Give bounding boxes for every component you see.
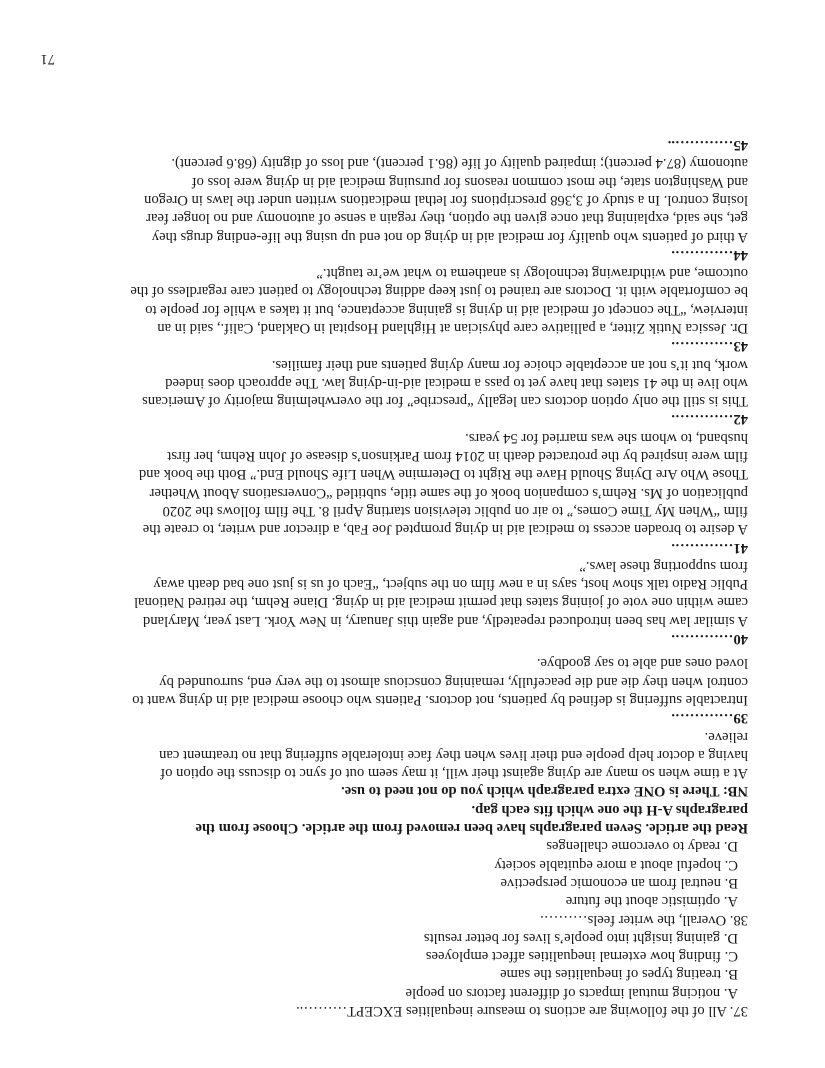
paragraph-line: A similar law has been introduced repeatedly, and again this January, in New York. Last year, Maryland xyxy=(142,612,748,629)
paragraph-line: loved ones and able to say goodbye. xyxy=(536,655,748,672)
paragraph-line: outcome, and withdrawing technology is anathema to what we’re taught.” xyxy=(316,265,748,282)
paragraph-line: and Washington state, the most common reasons for pursuing medical aid in dying were loss of xyxy=(191,173,748,190)
paragraph-line: who live in the 41 states that have yet to pass a medical aid-in-dying law. The approach does indeed xyxy=(165,374,748,391)
paragraph-line: This is still the only option doctors can legally “prescribe” for the overwhelming majority of Americans xyxy=(142,393,748,410)
paragraph-line: Public Radio talk show host, says in a new film on the subject, “Each of us is just one bad death away xyxy=(153,576,748,593)
paragraph-line: A desire to broaden access to medical aid in dying prompted Joe Fab, a director and writer, to create the xyxy=(142,521,748,538)
paragraph-line: A third of patients who qualify for medical aid in dying do not end up using the life-ending drugs they xyxy=(151,228,748,245)
paragraph-line: film “When My Time Comes,” to air on public television starting April 8. The film follows the 2020 xyxy=(162,502,748,519)
gap-42: 42…………. xyxy=(671,411,748,428)
gap-39: 39…………. xyxy=(671,710,748,727)
paragraph-line: from supporting these laws.” xyxy=(579,557,748,574)
option-38-d: D. ready to overcome challenges xyxy=(546,838,738,855)
paragraph-line: came within one vote of joining states that permit medical aid in dying. Diane Rehm, the retired National xyxy=(134,594,748,611)
paragraph-line: autonomy (87.4 percent); impaired quality of life (86.1 percent), and loss of dignity (68.6 percent). xyxy=(171,155,748,172)
option-37-d: D. gaining insight into people’s lives for better results xyxy=(423,929,738,946)
gap-41: 41…………. xyxy=(671,539,748,556)
question-37: 37. All of the following are actions to measure inequalities EXCEPT……….. xyxy=(296,1003,748,1019)
gap-40: 40…………. xyxy=(671,631,748,648)
paragraph-line: Intractable suffering is defined by patients, not doctors. Patients who choose medical aid in dying want to xyxy=(132,691,748,708)
paragraph-line: get, she said, explaining that once given the option, they regain a sense of autonomy and no longer fear xyxy=(146,210,748,227)
page-content xyxy=(68,136,748,1020)
intro-line: relieve. xyxy=(704,728,748,745)
option-38-c: C. hopeful about a more equitable society xyxy=(494,856,738,873)
paragraph-line: be comfortable with it. Doctors are trained to just keep adding technology to patient care regardless of the xyxy=(130,283,748,300)
paragraph-line: publication of Ms. Rehm’s companion book of the same title, subtitled “Conversations About Whether xyxy=(149,484,748,501)
instructions-line-1: Read the article. Seven paragraphs have been removed from the article. Choose from the xyxy=(195,820,748,837)
gap-43: 43…………. xyxy=(671,338,748,355)
page-number: 71 xyxy=(40,51,55,67)
paragraph-line: work, but it’s not an acceptable choice for many dying patients and their families. xyxy=(271,356,748,373)
option-37-c: C. finding how external inequalities affect employees xyxy=(425,948,738,965)
option-38-b: B. neutral from an economic perspective xyxy=(500,874,738,891)
paragraph-line: control when they die and die peacefully, remaining conscious almost to the very end, surrounded by xyxy=(159,673,748,690)
gap-45: 45………….. xyxy=(667,137,748,154)
intro-line: having a doctor help people end their lives when they face intolerable suffering that no treatment can xyxy=(159,746,748,763)
paragraph-line: Dr. Jessica Nutik Zitter, a palliative care physician at Highland Hospital in Oakland, Calif., said in an xyxy=(157,320,748,337)
paragraph-line: Those Who Are Dying Should Have the Right to Determine When Life Should End.” Both the book and xyxy=(138,466,748,483)
instructions-line-3: NB: There is ONE extra paragraph which you do not need to use. xyxy=(341,783,748,800)
instructions-line-2: paragraphs A-H the one which fits each gap. xyxy=(471,801,748,818)
option-37-a: A. noticing mutual impacts of different factors on people xyxy=(405,984,738,1001)
gap-44: 44…………. xyxy=(671,246,748,263)
paragraph-line: husband, to whom she was married for 54 years. xyxy=(465,429,748,446)
question-38: 38. Overall, the writer feels………. xyxy=(540,911,748,928)
paragraph-line: losing control. In a study of 3,368 prescriptions for lethal medications written under the laws in Oregon xyxy=(144,191,748,208)
intro-line: At a time when so many are dying against their will, it may seem out of sync to discuss the option of xyxy=(160,765,748,782)
option-38-a: A. optimistic about the future xyxy=(565,893,738,910)
paragraph-line: film were inspired by the protracted death in 2014 from Parkinson’s disease of John Rehm, her first xyxy=(167,448,748,465)
paragraph-line: interview, “The concept of medical aid in dying is gaining acceptance, but it takes a while for people to xyxy=(145,301,748,318)
option-37-b: B. treating types of inequalities the same xyxy=(500,966,738,983)
